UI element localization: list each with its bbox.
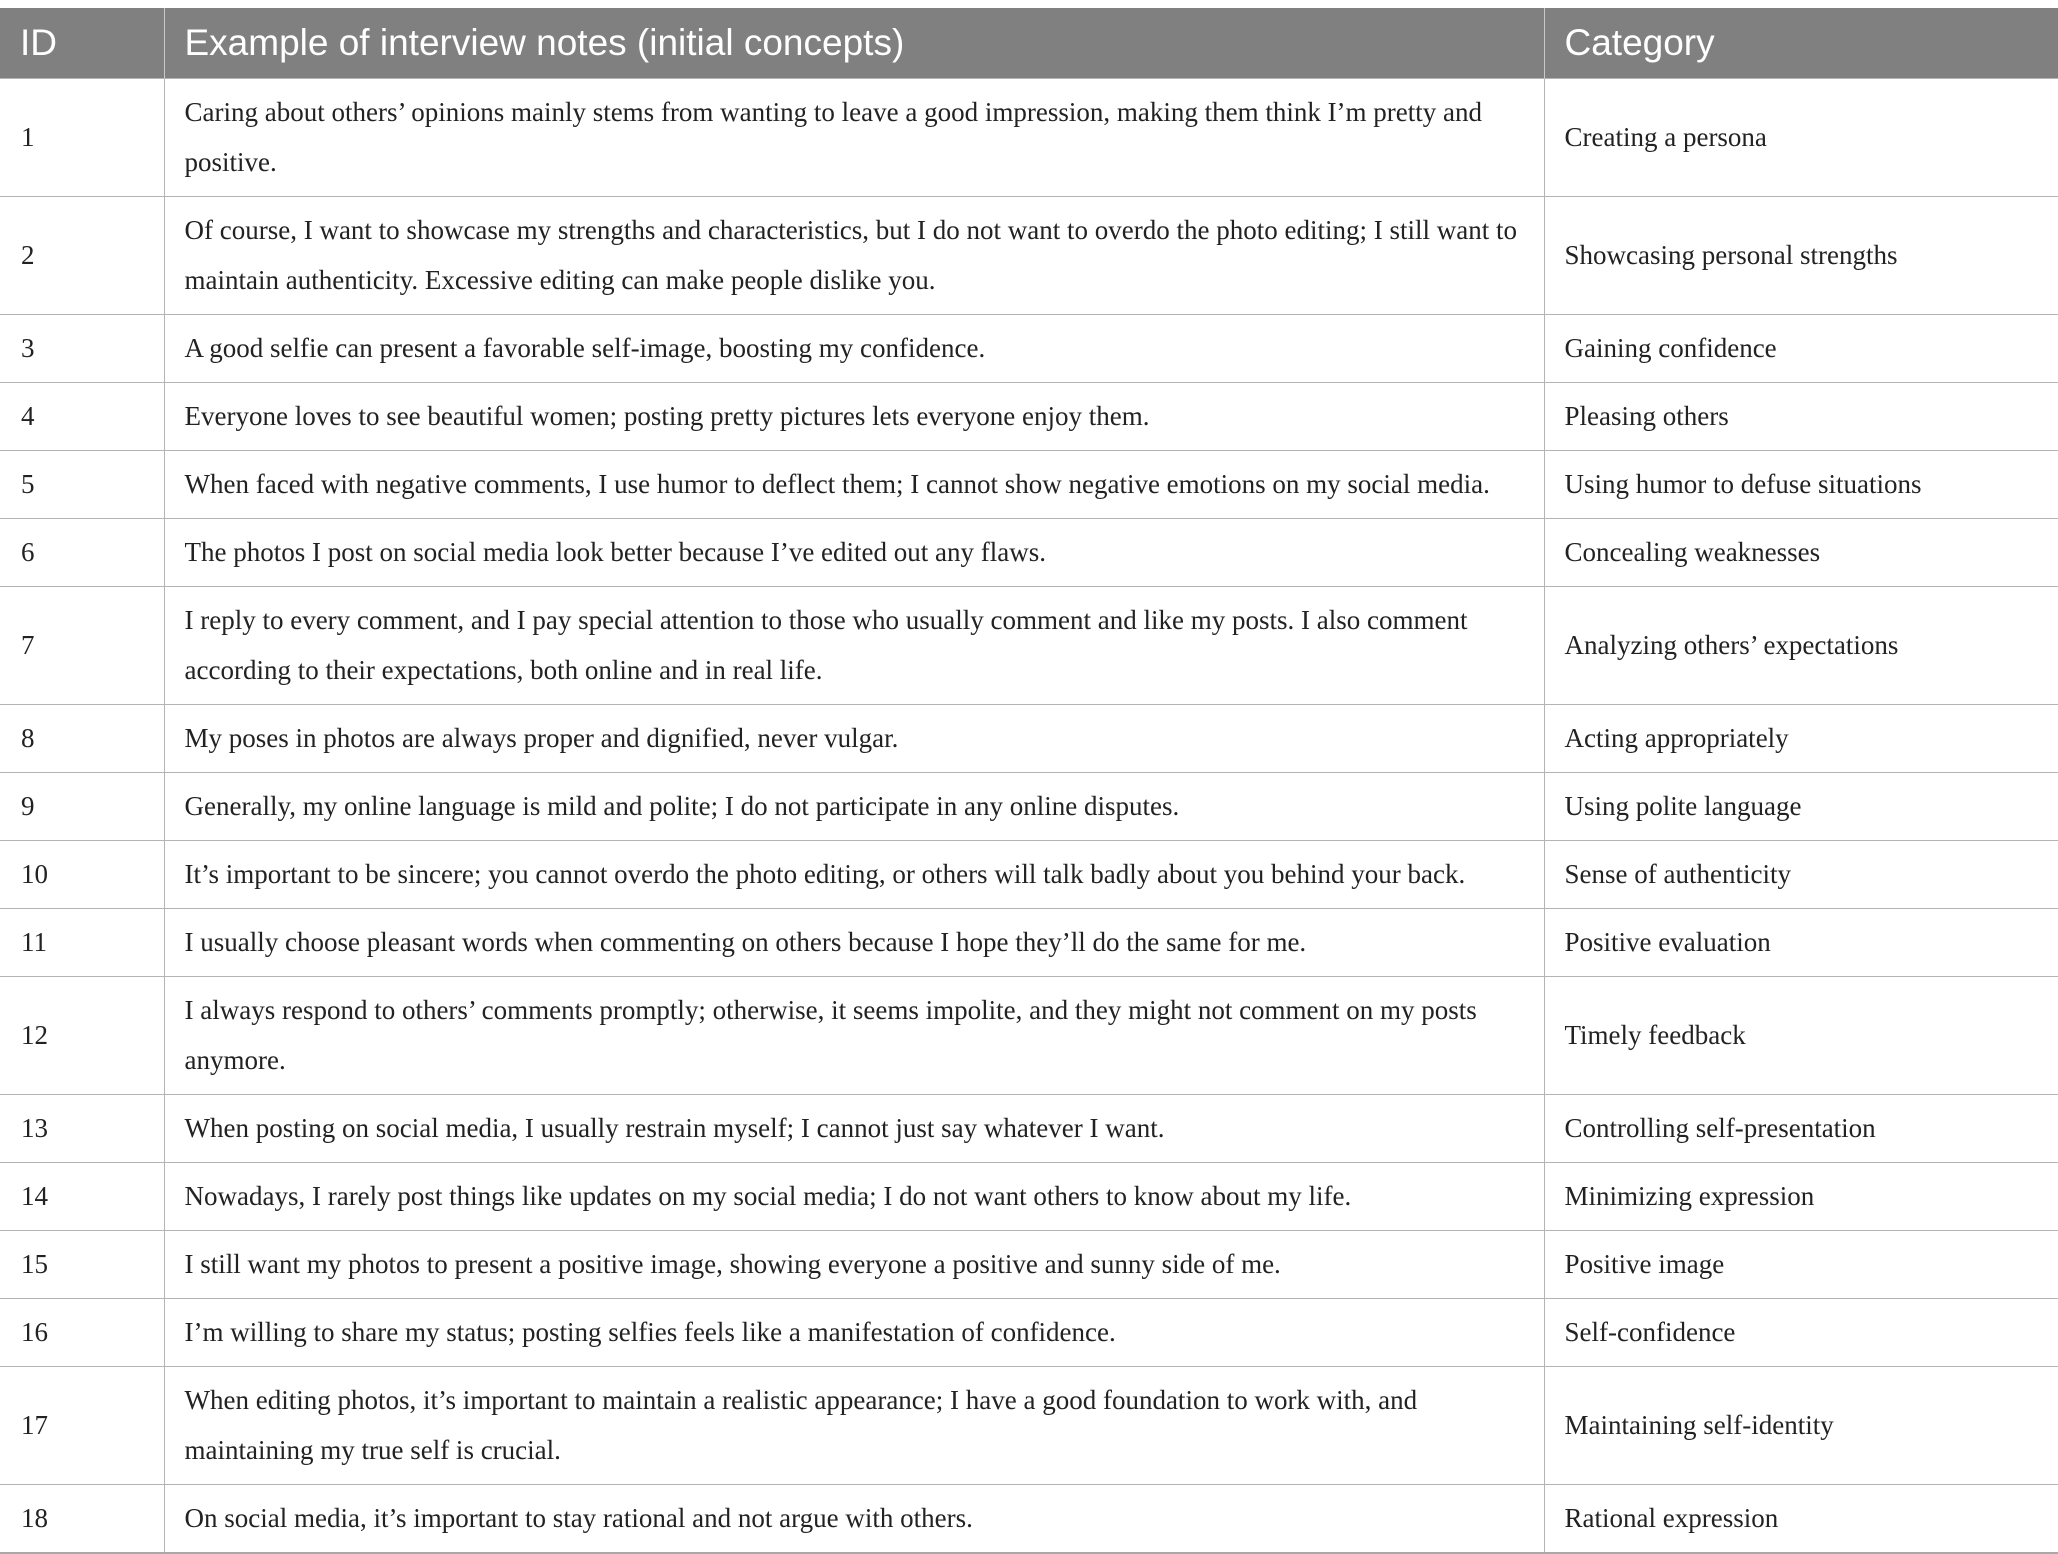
cell-notes: When faced with negative comments, I use humor to deflect them; I cannot show negative emotions on my social media. bbox=[164, 450, 1544, 518]
cell-notes: On social media, it’s important to stay rational and not argue with others. bbox=[164, 1484, 1544, 1553]
cell-id: 10 bbox=[0, 840, 164, 908]
cell-notes: Generally, my online language is mild and polite; I do not participate in any online disputes. bbox=[164, 772, 1544, 840]
cell-category: Maintaining self-identity bbox=[1544, 1366, 2058, 1484]
cell-notes: Of course, I want to showcase my strengths and characteristics, but I do not want to overdo the photo editing; I still want to maintain authenticity. Excessive editing can make people dislike you. bbox=[164, 196, 1544, 314]
header-row bbox=[0, 8, 2058, 78]
cell-notes: A good selfie can present a favorable self-image, boosting my confidence. bbox=[164, 314, 1544, 382]
cell-id: 13 bbox=[0, 1094, 164, 1162]
table-row bbox=[0, 586, 2058, 704]
cell-category: Rational expression bbox=[1544, 1484, 2058, 1553]
cell-notes: Nowadays, I rarely post things like updates on my social media; I do not want others to know about my life. bbox=[164, 1162, 1544, 1230]
cell-id: 14 bbox=[0, 1162, 164, 1230]
cell-id: 15 bbox=[0, 1230, 164, 1298]
cell-id: 12 bbox=[0, 976, 164, 1094]
cell-notes: I always respond to others’ comments promptly; otherwise, it seems impolite, and they might not comment on my posts anymore. bbox=[164, 976, 1544, 1094]
table-row bbox=[0, 382, 2058, 450]
table-row bbox=[0, 840, 2058, 908]
table-row bbox=[0, 1230, 2058, 1298]
header-notes: Example of interview notes (initial concepts) bbox=[164, 8, 1544, 78]
cell-id: 2 bbox=[0, 196, 164, 314]
cell-notes: I usually choose pleasant words when commenting on others because I hope they’ll do the same for me. bbox=[164, 908, 1544, 976]
cell-category: Acting appropriately bbox=[1544, 704, 2058, 772]
cell-notes: It’s important to be sincere; you cannot overdo the photo editing, or others will talk badly about you behind your back. bbox=[164, 840, 1544, 908]
cell-category: Pleasing others bbox=[1544, 382, 2058, 450]
cell-id: 9 bbox=[0, 772, 164, 840]
cell-id: 16 bbox=[0, 1298, 164, 1366]
cell-notes: I reply to every comment, and I pay special attention to those who usually comment and like my posts. I also comment according to their expectations, both online and in real life. bbox=[164, 586, 1544, 704]
cell-notes: I’m willing to share my status; posting selfies feels like a manifestation of confidence. bbox=[164, 1298, 1544, 1366]
cell-notes: My poses in photos are always proper and dignified, never vulgar. bbox=[164, 704, 1544, 772]
cell-id: 17 bbox=[0, 1366, 164, 1484]
cell-id: 5 bbox=[0, 450, 164, 518]
cell-id: 7 bbox=[0, 586, 164, 704]
table-row bbox=[0, 908, 2058, 976]
header-id: ID bbox=[0, 8, 164, 78]
cell-id: 6 bbox=[0, 518, 164, 586]
table-row bbox=[0, 450, 2058, 518]
cell-notes: When editing photos, it’s important to maintain a realistic appearance; I have a good foundation to work with, and maintaining my true self is crucial. bbox=[164, 1366, 1544, 1484]
cell-category: Concealing weaknesses bbox=[1544, 518, 2058, 586]
cell-category: Gaining confidence bbox=[1544, 314, 2058, 382]
table-row bbox=[0, 1484, 2058, 1553]
cell-category: Creating a persona bbox=[1544, 78, 2058, 196]
cell-category: Showcasing personal strengths bbox=[1544, 196, 2058, 314]
table-row bbox=[0, 1298, 2058, 1366]
table-row bbox=[0, 1366, 2058, 1484]
table-row bbox=[0, 196, 2058, 314]
cell-category: Analyzing others’ expectations bbox=[1544, 586, 2058, 704]
header-category: Category bbox=[1544, 8, 2058, 78]
cell-id: 3 bbox=[0, 314, 164, 382]
table-row bbox=[0, 314, 2058, 382]
table-row bbox=[0, 518, 2058, 586]
table-row bbox=[0, 1162, 2058, 1230]
cell-category: Timely feedback bbox=[1544, 976, 2058, 1094]
table-row bbox=[0, 772, 2058, 840]
cell-notes: The photos I post on social media look better because I’ve edited out any flaws. bbox=[164, 518, 1544, 586]
cell-notes: Caring about others’ opinions mainly stems from wanting to leave a good impression, making them think I’m pretty and positive. bbox=[164, 78, 1544, 196]
cell-category: Self-confidence bbox=[1544, 1298, 2058, 1366]
cell-category: Positive evaluation bbox=[1544, 908, 2058, 976]
cell-category: Using humor to defuse situations bbox=[1544, 450, 2058, 518]
cell-notes: When posting on social media, I usually restrain myself; I cannot just say whatever I want. bbox=[164, 1094, 1544, 1162]
cell-id: 8 bbox=[0, 704, 164, 772]
cell-id: 18 bbox=[0, 1484, 164, 1553]
cell-id: 11 bbox=[0, 908, 164, 976]
table-row bbox=[0, 704, 2058, 772]
cell-category: Controlling self-presentation bbox=[1544, 1094, 2058, 1162]
table-row bbox=[0, 1094, 2058, 1162]
table-header bbox=[0, 8, 2058, 78]
cell-category: Using polite language bbox=[1544, 772, 2058, 840]
table-body bbox=[0, 78, 2058, 1553]
cell-notes: Everyone loves to see beautiful women; posting pretty pictures lets everyone enjoy them. bbox=[164, 382, 1544, 450]
interview-notes-table bbox=[0, 8, 2058, 1554]
cell-notes: I still want my photos to present a positive image, showing everyone a positive and sunny side of me. bbox=[164, 1230, 1544, 1298]
table-row bbox=[0, 78, 2058, 196]
cell-category: Minimizing expression bbox=[1544, 1162, 2058, 1230]
table-row bbox=[0, 976, 2058, 1094]
interview-notes-table-container bbox=[0, 8, 2058, 1554]
cell-category: Sense of authenticity bbox=[1544, 840, 2058, 908]
cell-id: 1 bbox=[0, 78, 164, 196]
cell-category: Positive image bbox=[1544, 1230, 2058, 1298]
cell-id: 4 bbox=[0, 382, 164, 450]
